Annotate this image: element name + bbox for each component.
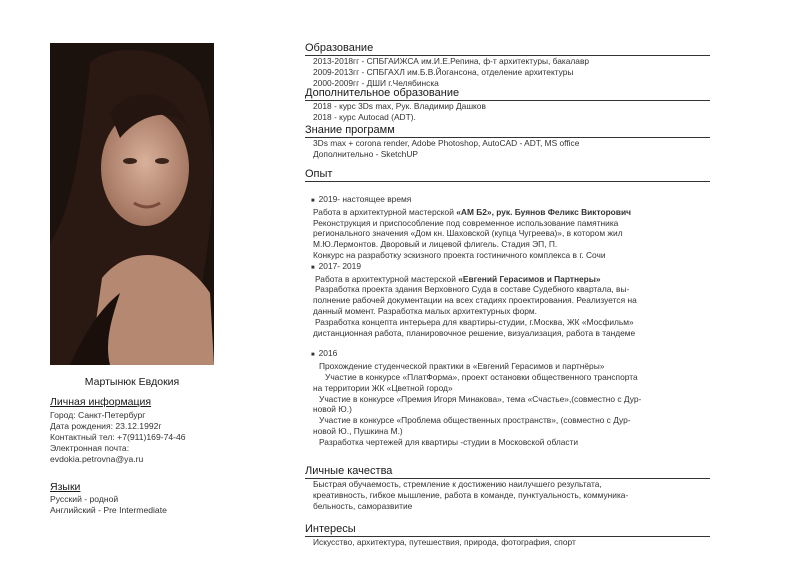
bullet-icon: ■ <box>311 264 315 271</box>
experience-line: Реконструкция и приспособление под современное использование памятника <box>313 217 619 228</box>
software-item: 3Ds max + corona render, Adobe Photoshop, AutoCAD - ADT, MS office <box>313 138 580 148</box>
experience-line: Участие в конкурсе «ПлатФорма», проект остановки общественного транспорта <box>325 371 638 382</box>
education-item: 2013-2018гг - СПБГАИЖСА им.И.Е.Репина, ф-т архитектуры, бакалавр <box>313 56 590 66</box>
experience-line: Конкурс на разработку эскизного проекта гостиничного комплекса в г. Сочи <box>313 249 606 260</box>
experience-line: Участие в конкурсе «Проблема общественных пространств», (совместно с Дур- <box>319 415 631 426</box>
languages-list <box>50 494 167 516</box>
experience-heading: Опыт <box>305 168 710 182</box>
experience-line: Разработка концепта интерьера для квартиры-студии, г.Москва, ЖК «Мосфильм» <box>315 316 634 327</box>
person-name: Мартынюк Евдокия <box>84 376 180 388</box>
experience-line: новой Ю.) <box>313 404 352 415</box>
experience-line: Разработка чертежей для квартиры -студии в Московской области <box>319 436 579 447</box>
language-item: Английский - Pre Intermediate <box>50 505 167 515</box>
experience-line: М.Ю.Лермонтов. Дворовый и лицевой флигель. Стадия ЭП, П. <box>313 239 558 250</box>
contact-info <box>50 410 186 465</box>
software-item: Дополнительно - SketchUP <box>313 148 418 159</box>
experience-title: Работа в архитектурной мастерской «АМ Б2», рук. Буянов Феликс Викторович <box>313 206 631 217</box>
software-section <box>305 124 710 160</box>
additional-education-heading: Дополнительное образование <box>305 87 710 101</box>
languages-heading: Языки <box>50 481 81 493</box>
additional-education-item: 2018 - курс 3Ds max, Рук. Владимир Дашков <box>313 101 486 111</box>
experience-period: ■ 2017- 2019 <box>311 260 362 271</box>
bullet-icon: ■ <box>311 352 315 359</box>
education-item: 2009-2013гг - СПБГАХЛ им.Б.В.Йогансона, отделение архитектуры <box>313 66 574 77</box>
education-item: 2000-2009гг - ДШИ г.Челябинска <box>313 77 439 88</box>
qualities-heading: Личные качества <box>305 465 710 479</box>
experience-line: дистанционная работа, планировочное решение, визуализация, работа в тандеме <box>313 327 636 338</box>
contact-heading: Личная информация <box>50 396 152 408</box>
interests-heading: Интересы <box>305 523 710 537</box>
interests-section <box>305 523 710 548</box>
experience-line: регионального значения «Дом кн. Шаховской (купца Чугреева)», в котором жил <box>313 228 623 239</box>
experience-line: Разработка проекта здания Верховного Суда в составе Судебного квартала, вы- <box>315 284 630 295</box>
bullet-icon: ■ <box>311 198 315 204</box>
experience-section <box>305 168 710 448</box>
experience-line: на территории ЖК «Цветной город» <box>313 382 453 393</box>
contact-city: Город: Санкт-Петербург <box>50 410 146 420</box>
experience-line: Прохождение студенческой практики в «Евгений Герасимов и партнёры» <box>319 361 605 372</box>
interests-line: Искусство, архитектура, путешествия, природа, фотография, спорт <box>313 537 576 547</box>
profile-photo <box>50 43 214 365</box>
contact-birthdate: Дата рождения: 23.12.1992г <box>50 421 162 431</box>
qualities-line: Быстрая обучаемость, стремление к достижению наилучшего результата, <box>313 479 602 489</box>
experience-title: Работа в архитектурной мастерской «Евгений Герасимов и Партнеры» <box>315 273 601 284</box>
contact-phone: Контактный тел: +7(911)169-74-46 <box>50 432 186 442</box>
language-item: Русский - родной <box>50 494 119 504</box>
qualities-line: бельность, саморазвитие <box>313 500 413 511</box>
experience-line: Участие в конкурсе «Премия Игоря Минакова», тема «Счастье»,(совместно с Дур- <box>319 393 642 404</box>
software-heading: Знание программ <box>305 124 710 138</box>
education-heading: Образование <box>305 42 710 56</box>
additional-education-item: 2018 - курс Autocad (ADT). <box>313 111 416 122</box>
education-section <box>305 42 710 88</box>
additional-education-section <box>305 87 710 123</box>
experience-line: полнение рабочей документации на всех стадиях проектирования. Реализуется на <box>313 295 637 306</box>
experience-line: новой Ю., Пушкина М.) <box>313 425 403 436</box>
qualities-section <box>305 465 710 511</box>
experience-line: данный момент. Разработка малых архитектурных форм. <box>313 305 538 316</box>
experience-period: ■ 2016 <box>311 348 338 359</box>
experience-period: ■ 2019- настоящее время <box>311 194 412 204</box>
contact-email: evdokia.petrovna@ya.ru <box>50 454 144 464</box>
qualities-line: креативность, гибкое мышление, работа в команде, пунктуальность, коммуника- <box>313 489 629 500</box>
contact-email-label: Электронная почта: <box>50 443 130 453</box>
